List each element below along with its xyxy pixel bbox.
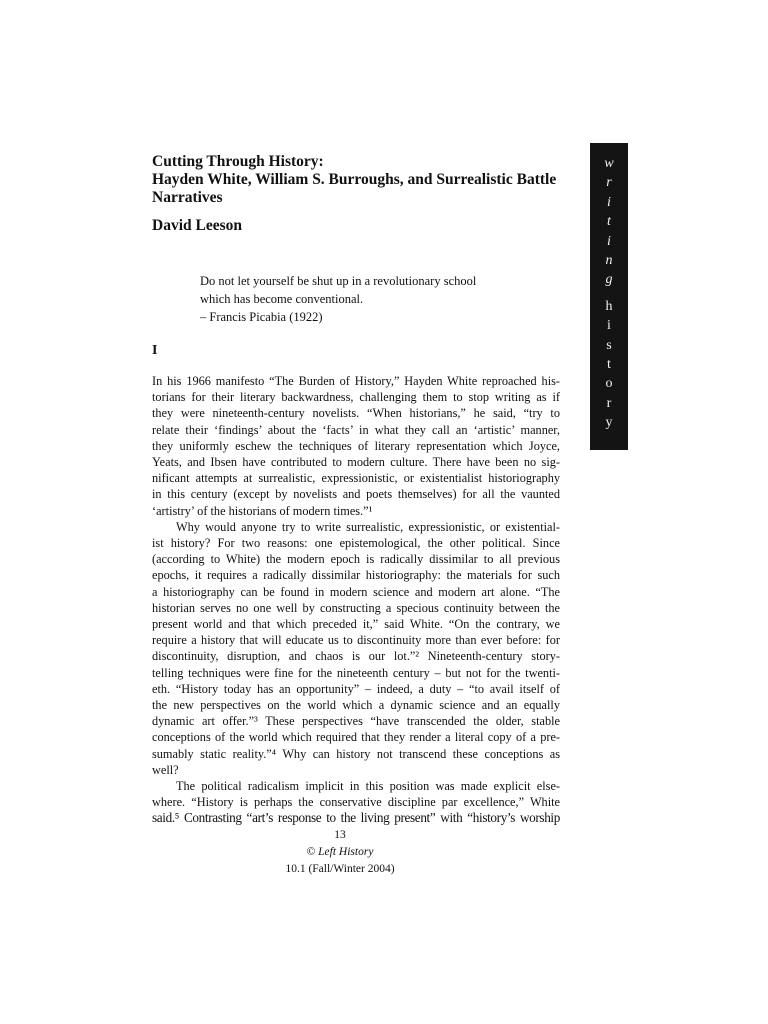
page-footer — [240, 827, 440, 878]
side-tab-letter: i — [607, 233, 611, 249]
body-line: a historiography can be found in modern science and modern art alone. “The — [152, 584, 560, 599]
article-title — [152, 153, 582, 207]
side-tab-letter: g — [605, 272, 613, 288]
body-line: nificant attempts at surrealistic, expressionistic, or existentialist historiography — [152, 471, 560, 486]
journal-copyright: © Left History — [306, 846, 374, 858]
side-tab-letter: s — [606, 337, 612, 353]
body-line: telling techniques were fine for the nineteenth century – but not for the twenti- — [152, 665, 560, 680]
body-line: well? — [152, 762, 179, 777]
body-line: relate their ‘findings’ about the ‘facts’ in what they call an ‘artistic’ manner, — [152, 422, 560, 437]
body-line: ist history? For two reasons: one epistemological, the other political. Since — [152, 536, 560, 551]
body-line: they uniformly eschew the techniques of literary representation which Joyce, — [152, 438, 560, 453]
body-line: discontinuity, disruption, and chaos is our lot.”² Nineteenth-century story- — [152, 649, 560, 664]
epigraph-line-2: which has become conventional. — [200, 292, 364, 306]
side-tab-letter: r — [606, 175, 612, 191]
epigraph-line-1: Do not let yourself be shut up in a revolutionary school — [200, 274, 477, 288]
side-tab-letter: w — [604, 156, 614, 171]
side-tab-letter: i — [607, 318, 611, 334]
side-tab-letter: t — [607, 356, 611, 372]
epigraph — [200, 272, 540, 326]
body-line: Yeats, and Ibsen have contributed to modern culture. There have been no sig- — [152, 455, 560, 470]
side-tab-letter: o — [605, 376, 613, 392]
body-line: in this century (except by novelists and poets themselves) for all the vaunted — [152, 487, 560, 502]
title-line-2: Hayden White, William S. Burroughs, and Surrealistic Battle — [152, 171, 557, 188]
side-tab-letter: n — [605, 252, 613, 268]
side-tab-letter: t — [607, 214, 611, 230]
body-text — [152, 373, 560, 827]
page-number: 13 — [334, 829, 346, 841]
body-line: The political radicalism implicit in this position was made explicit else- — [176, 779, 560, 794]
title-line-3: Narratives — [152, 189, 223, 206]
body-line: Why would anyone try to write surrealistic, expressionistic, or existential- — [176, 519, 560, 534]
body-line: In his 1966 manifesto “The Burden of History,” Hayden White reproached his- — [152, 374, 560, 388]
side-tab-letter: h — [605, 298, 613, 314]
body-line: torians for their literary backwardness, challenging them to stop writing as if — [152, 390, 560, 405]
body-line: conceptions of the world which required that they render a literal copy of a pre- — [152, 730, 560, 745]
body-line: sumably static reality.”⁴ Why can history not transcend these conceptions as — [152, 746, 560, 761]
epigraph-attribution: – Francis Picabia (1922) — [200, 310, 323, 324]
body-line: present world and that which preceded it,” said White. “On the contrary, we — [152, 617, 560, 632]
body-line: epochs, it requires a radically dissimilar historiography: the materials for such — [152, 568, 560, 583]
body-line: the new perspectives on the world which a dynamic science and an equally — [152, 698, 560, 713]
body-line: (according to White) the modern epoch is radically dissimilar to all previous — [152, 552, 560, 567]
side-tab-letter: r — [606, 395, 612, 411]
side-tab-letter: y — [605, 415, 613, 431]
body-line: eth. “History today has an opportunity” – indeed, a duty – “to avail itself of — [152, 681, 560, 696]
section-heading: I — [152, 343, 158, 358]
body-line: require a history that will educate us to discontinuity more than ever before: for — [152, 633, 560, 648]
title-line-1: Cutting Through History: — [152, 153, 324, 170]
side-tab-letter: i — [607, 194, 611, 210]
writing-history-side-tab — [590, 143, 628, 450]
body-line: dynamic art offer.”³ These perspectives “have transcended the older, stable — [152, 714, 560, 729]
author-name: David Leeson — [152, 217, 242, 234]
body-line: where. “History is perhaps the conservative discipline par excellence,” White — [152, 795, 560, 810]
journal-issue: 10.1 (Fall/Winter 2004) — [285, 863, 395, 875]
body-line: ‘artistry’ of the historians of modern times.”¹ — [152, 503, 373, 518]
body-line: said.⁵ Contrasting “art’s response to the living present” with “history’s worship — [152, 810, 560, 826]
body-line: they were nineteenth-century novelists. “When historians,” he said, “try to — [152, 406, 560, 421]
body-line: historian serves no one well by constructing a specious continuity between the — [152, 600, 560, 615]
